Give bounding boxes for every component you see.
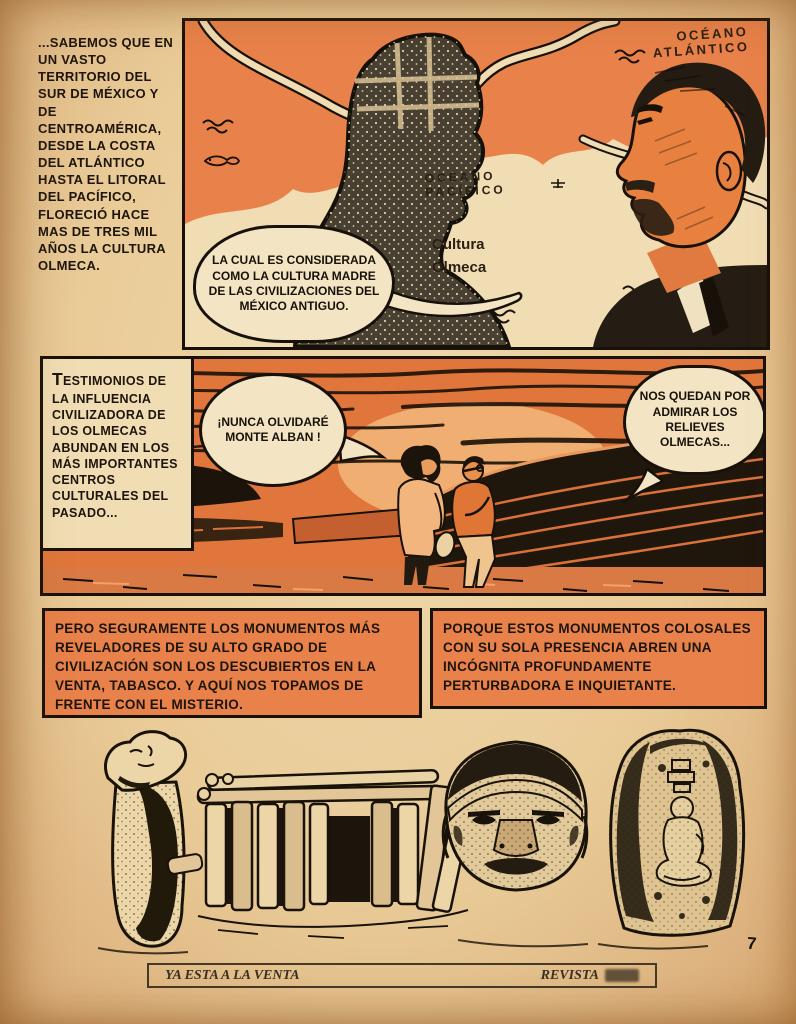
speech-bubble-la-cual [193,225,395,343]
foreground-ground [43,567,763,593]
revista-smudge [605,969,639,982]
panel-monte-alban [40,356,766,596]
monuments-illustration [38,716,766,960]
caption-porque-text: PORQUE ESTOS MONUMENTOS COLOSALES CON SU SOLA PRESENCIA ABREN UNA INCÓGNITA PROFUNDAMENTE PERTURBADORA E INQUIETANTE. [443,621,751,693]
caption-la-venta [42,608,422,718]
monument-colossal-head [443,742,587,890]
map-culture-label: Cultura Olmeca [432,236,487,277]
caption-la-venta-text: PERO SEGURAMENTE LOS MONUMENTOS MÁS REVELADORES DE SU ALTO GRADO DE CIVILIZACIÓN SON LOS DESCUBIERTOS EN LA VENTA, TABASCO. Y AQUÍ NOS TOPAMOS DE FRENTE CON EL MISTERIO. [55,621,381,712]
monument-stela [611,730,744,935]
speech-bubble-nunca-text: ¡NUNCA OLVIDARÉ MONTE ALBAN ! [217,414,329,444]
footer-right-text: REVISTA [540,967,599,983]
map-ocean-pacific-label: OCÉANO PACÍFICO [424,168,506,200]
footer-bar [147,963,657,988]
page-number: 7 [746,933,758,954]
panel-map [182,18,770,350]
caption-porque [430,608,767,709]
speech-bubble-la-cual-text: LA CUAL ES CONSIDERADA COMO LA CULTURA MADRE DE LAS CIVILIZACIONES DEL MÉXICO ANTIGUO. [208,253,380,314]
narration-top: ...SABEMOS QUE EN UN VASTO TERRITORIO DEL SUR DE MÉXICO Y DE CENTROAMÉRICA, DESDE LA COSTA DEL ATLÁNTICO HASTA EL LITORAL DEL PACÍFICO, FLORECIÓ HACE MAS DE TRES MIL AÑOS LA CULTURA OLMECA. [38,35,174,274]
monument-basalt-columns [167,770,478,938]
map-ocean-atlantic-label: OCÉANO ATLÁNTICO [652,23,750,61]
footer-left-text: YA ESTA A LA VENTA [165,967,300,983]
speech-bubble-nos-quedan [623,365,766,475]
speech-bubble-nunca [199,373,347,487]
footer-right-group [541,968,639,984]
monument-column [105,732,185,947]
caption-testimonios: TESTIMONIOS DE LA INFLUENCIA CIVILIZADORA DE LOS OLMECAS ABUNDAN EN LOS MÁS IMPORTANTES CENTROS CULTURALES DEL PASADO... [43,359,194,551]
ground-squiggles [98,940,708,953]
speech-bubble-nos-quedan-text: NOS QUEDAN POR ADMIRAR LOS RELIEVES OLMECAS... [639,389,751,450]
